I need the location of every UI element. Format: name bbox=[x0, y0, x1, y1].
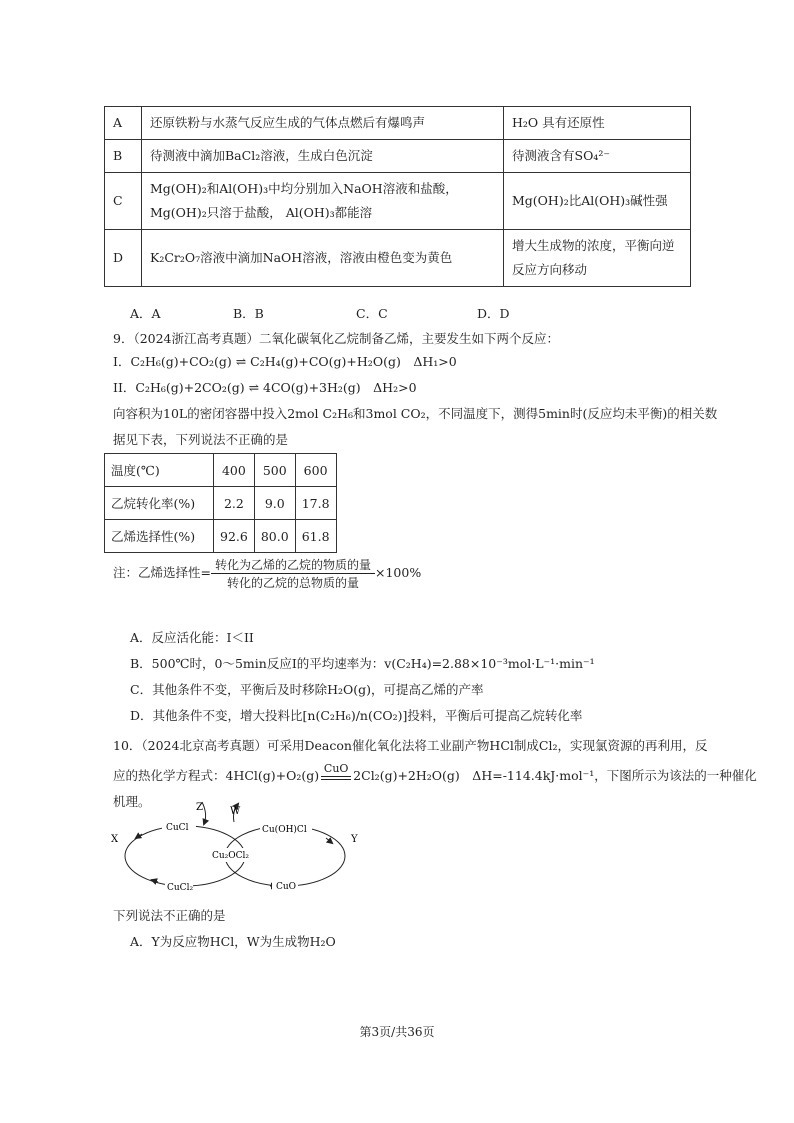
table-cell: 600 bbox=[295, 454, 336, 487]
table-cell: 500 bbox=[254, 454, 295, 487]
option-cell: D bbox=[105, 230, 142, 287]
table-row bbox=[105, 173, 691, 230]
table-cell: 乙烯选择性(%) bbox=[105, 520, 214, 553]
z-label: Z bbox=[196, 802, 203, 813]
operation-cell: 还原铁粉与水蒸气反应生成的气体点燃后有爆鸣声 bbox=[142, 107, 504, 140]
table-row bbox=[105, 140, 691, 173]
q9-data-table bbox=[104, 453, 337, 553]
conclusion-cell: 增大生成物的浓度，平衡向逆反应方向移动 bbox=[504, 230, 691, 287]
catalytic-cycle-diagram bbox=[100, 798, 370, 898]
x-label: X bbox=[111, 834, 119, 845]
experiment-table bbox=[104, 106, 691, 287]
q9-description: 向容积为10L的密闭容器中投入2mol C₂H₆和3mol CO₂，不同温度下，测得5min时(反应均未平衡)的相关数 bbox=[113, 406, 718, 421]
table-cell: 80.0 bbox=[254, 520, 295, 553]
q9-option-d[interactable]: D．其他条件不变，增大投料比[n(C₂H₆)/n(CO₂)]投料，平衡后可提高乙烷转化率 bbox=[130, 708, 583, 723]
table-cell: 9.0 bbox=[254, 487, 295, 520]
page-number: 第3页/共36页 bbox=[359, 1025, 435, 1039]
table-row bbox=[105, 487, 337, 520]
option-cell: C bbox=[105, 173, 142, 230]
selectivity-fraction: $\frac{\text{转化为乙烯的乙烷的物质的量}}{\text{转化的乙烷的总物质的量}}$ bbox=[211, 556, 375, 591]
q9-option-b[interactable]: B．500℃时，0～5min反应I的平均速率为：v(C₂H₄)=2.88×10⁻³mol·L⁻¹·min⁻¹ bbox=[130, 656, 595, 671]
table-cell: 61.8 bbox=[295, 520, 336, 553]
q10-equation: 应的热化学方程式：4HCl(g)+O₂(g) CuO 2Cl₂(g)+2H₂O(g) ΔH=-114.4kJ·mol⁻¹，下图所示为该法的一种催化 bbox=[113, 762, 757, 783]
table-row bbox=[105, 454, 337, 487]
w-label: W bbox=[230, 806, 241, 817]
table-row bbox=[105, 520, 337, 553]
selectivity-note: 注：乙烯选择性= $\frac{\text{转化为乙烯的乙烷的物质的量}}{\text{转化的乙烷的总物质的量}}$ ×100% bbox=[113, 558, 422, 590]
table-cell: 17.8 bbox=[295, 487, 336, 520]
cucl2-label: CuCl₂ bbox=[167, 883, 194, 893]
option-cell: B bbox=[105, 140, 142, 173]
q9-reaction-1: I．C₂H₆(g)+CO₂(g) ⇌ C₂H₄(g)+CO(g)+H₂O(g) ΔH₁>0 bbox=[113, 354, 457, 369]
q9-option-a[interactable]: A．反应活化能：I＜II bbox=[130, 630, 254, 645]
cu2ocl2-label: Cu₂OCl₂ bbox=[212, 851, 250, 861]
operation-cell: 待测液中滴加BaCl₂溶液，生成白色沉淀 bbox=[142, 140, 504, 173]
option-cell: A bbox=[105, 107, 142, 140]
q8-option-a[interactable]: A．A bbox=[130, 306, 161, 321]
table-cell: 400 bbox=[214, 454, 255, 487]
table-cell: 温度(℃) bbox=[105, 454, 214, 487]
conclusion-cell: Mg(OH)₂比Al(OH)₃碱性强 bbox=[504, 173, 691, 230]
table-cell: 2.2 bbox=[214, 487, 255, 520]
y-label: Y bbox=[351, 834, 358, 845]
cuo-label: CuO bbox=[276, 882, 297, 892]
table-row bbox=[105, 107, 691, 140]
q9-option-c[interactable]: C．其他条件不变，平衡后及时移除H₂O(g)，可提高乙烯的产率 bbox=[130, 682, 484, 697]
q10-question: 下列说法不正确的是 bbox=[113, 908, 226, 923]
catalyst-arrow: CuO bbox=[319, 776, 353, 780]
q10-stem: 10．（2024北京高考真题）可采用Deacon催化氧化法将工业副产物HCl制成Cl₂，实现氯资源的再利用，反 bbox=[113, 738, 708, 753]
conclusion-cell: 待测液含有SO₄²⁻ bbox=[504, 140, 691, 173]
q9-reaction-2: II．C₂H₆(g)+2CO₂(g) ⇌ 4CO(g)+3H₂(g) ΔH₂>0 bbox=[113, 380, 417, 395]
table-cell: 92.6 bbox=[214, 520, 255, 553]
table-cell: 乙烷转化率(%) bbox=[105, 487, 214, 520]
q9-description-cont: 据见下表，下列说法不正确的是 bbox=[113, 432, 289, 447]
cuohcl-label: Cu(OH)Cl bbox=[262, 825, 307, 835]
q8-option-d[interactable]: D．D bbox=[477, 306, 510, 321]
q9-stem: 9．（2024浙江高考真题）二氧化碳氧化乙烷制备乙烯，主要发生如下两个反应： bbox=[113, 331, 560, 346]
q8-option-c[interactable]: C．C bbox=[356, 306, 388, 321]
cucl-label: CuCl bbox=[166, 823, 189, 833]
conclusion-cell: H₂O 具有还原性 bbox=[504, 107, 691, 140]
table-row bbox=[105, 230, 691, 287]
operation-cell: Mg(OH)₂和Al(OH)₃中均分别加入NaOH溶液和盐酸， Mg(OH)₂只溶于盐酸， Al(OH)₃都能溶 bbox=[142, 173, 504, 230]
q10-option-a[interactable]: A．Y为反应物HCl，W为生成物H₂O bbox=[130, 934, 336, 949]
q8-option-b[interactable]: B．B bbox=[233, 306, 264, 321]
operation-cell: K₂Cr₂O₇溶液中滴加NaOH溶液，溶液由橙色变为黄色 bbox=[142, 230, 504, 287]
q10-stem-end: 机理。 bbox=[113, 794, 151, 809]
